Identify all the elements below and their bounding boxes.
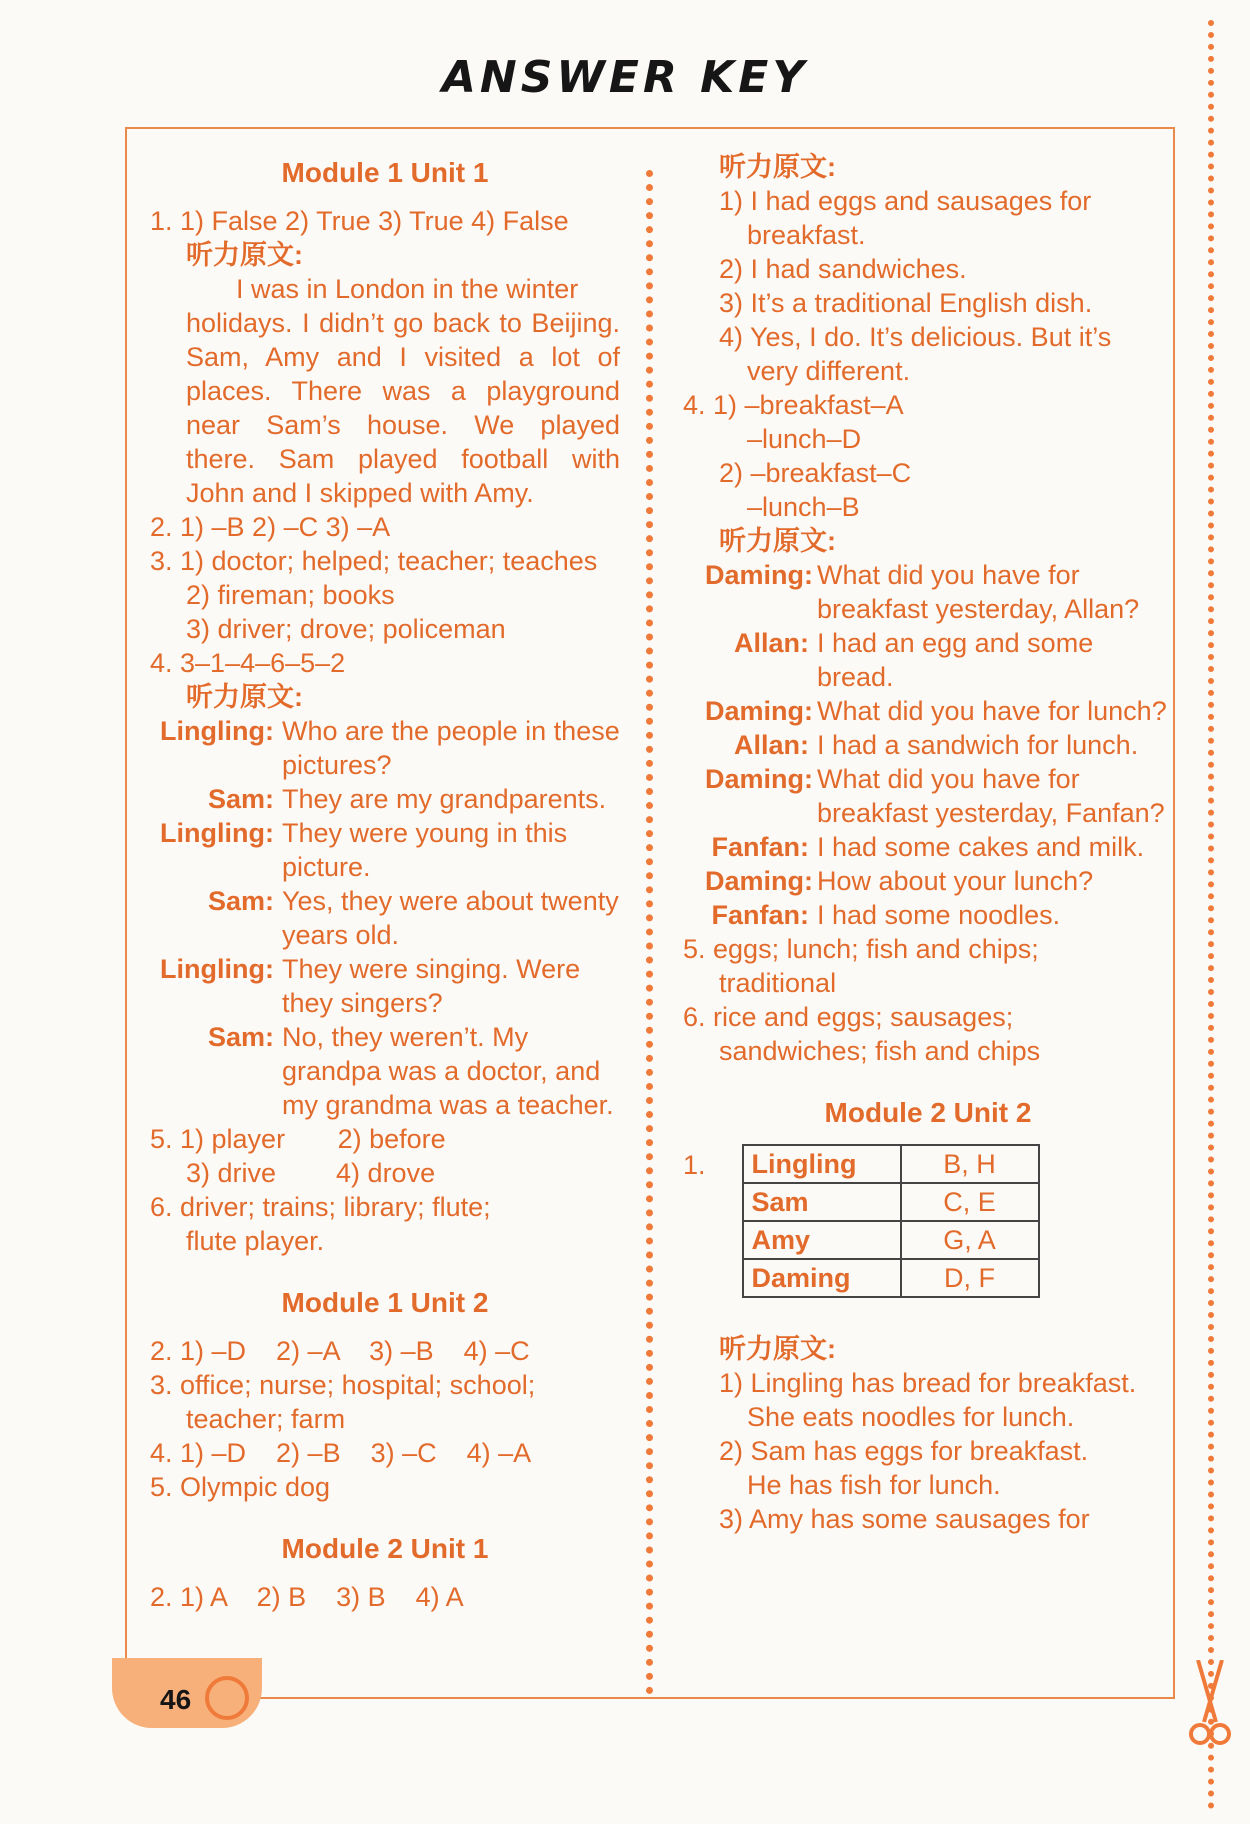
section-title: Module 2 Unit 1: [281, 1533, 489, 1564]
answer-line: 4. 1) –D 2) –B 3) –C 4) –A: [150, 1438, 532, 1468]
answer-line: 4. 3–1–4–6–5–2: [150, 648, 346, 678]
dialog-line: [705, 694, 1173, 728]
speaker: Lingling:: [160, 954, 274, 984]
answer-line: 2) –breakfast–C: [719, 458, 912, 488]
answer-line: teacher; farm: [186, 1404, 346, 1434]
speaker: Sam:: [207, 1022, 274, 1052]
speech: They were young in this picture.: [282, 818, 568, 882]
listening-label: 听力原文:: [186, 682, 303, 712]
speaker: Lingling:: [160, 818, 274, 848]
scissors-icon: [1188, 1660, 1232, 1750]
dialog-line: [156, 782, 620, 816]
passage-body: holidays. I didn’t go back to Beijing. Sam, Amy and I visited a lot of places. There was a playground near Sam’s house. We played there. Sam played football with John and I skipped with Amy.: [186, 308, 620, 508]
answer-line: 5. Olympic dog: [150, 1472, 331, 1502]
table-cell-value: B, H: [901, 1145, 1039, 1183]
speaker: Sam:: [207, 784, 274, 814]
answer-line: flute player.: [186, 1226, 325, 1256]
speaker: Allan:: [733, 628, 809, 658]
speaker: Daming:: [705, 560, 813, 590]
dialog-line: [705, 864, 1173, 898]
speaker: Daming:: [705, 764, 813, 794]
dialog: [150, 714, 620, 1122]
listening-label: 听力原文:: [186, 240, 303, 270]
table-row: [743, 1221, 1039, 1259]
speech: How about your lunch?: [817, 866, 1094, 896]
answer-line: He has fish for lunch.: [747, 1470, 1001, 1500]
answer-line: 2. 1) –B 2) –C 3) –A: [150, 512, 391, 542]
answer-line: 5. eggs; lunch; fish and chips;: [683, 934, 1039, 964]
answer-line: 3) driver; drove; policeman: [186, 614, 506, 644]
dialog-line: [705, 762, 1173, 830]
dialog-line: [156, 884, 620, 952]
speech: I had some cakes and milk.: [817, 832, 1145, 862]
table-cell-name: Daming: [743, 1259, 901, 1297]
answer-line: 4. 1) –breakfast–A: [683, 390, 904, 420]
answer-line: breakfast.: [747, 220, 866, 250]
answer-line: very different.: [747, 356, 911, 386]
speech: What did you have for breakfast yesterday, Allan?: [817, 560, 1140, 624]
cut-line: [1208, 20, 1214, 1810]
dialog: [683, 558, 1173, 932]
listening-label: 听力原文:: [719, 526, 836, 556]
dialog-line: [156, 952, 620, 1020]
answer-line: She eats noodles for lunch.: [747, 1402, 1075, 1432]
page-title: ANSWER KEY: [441, 52, 809, 103]
answer-line: 1. 1) False 2) True 3) True 4) False: [150, 206, 569, 236]
table-cell-value: C, E: [901, 1183, 1039, 1221]
answer-line: –lunch–B: [747, 492, 860, 522]
answer-line: 2. 1) –D 2) –A 3) –B 4) –C: [150, 1336, 530, 1366]
speech: Yes, they were about twenty years old.: [282, 886, 619, 950]
speech: I had an egg and some bread.: [817, 628, 1094, 692]
question-number: 1.: [683, 1150, 706, 1180]
dialog-line: [705, 626, 1173, 694]
dialog-line: [705, 830, 1173, 864]
speech: They are my grandparents.: [282, 784, 607, 814]
speaker: Daming:: [705, 696, 813, 726]
speaker: Fanfan:: [711, 832, 809, 862]
speech: I had a sandwich for lunch.: [817, 730, 1139, 760]
listening-passage: [150, 272, 620, 510]
dialog-line: [156, 714, 620, 782]
speech: Who are the people in these pictures?: [282, 716, 620, 780]
dialog-line: [705, 728, 1173, 762]
table-row: [743, 1183, 1039, 1221]
table-cell-name: Amy: [743, 1221, 901, 1259]
table-cell-name: Lingling: [743, 1145, 901, 1183]
left-column: [150, 150, 620, 1614]
right-column: [683, 150, 1173, 1536]
answer-line: 5. 1) player 2) before: [150, 1124, 446, 1154]
answer-line: 2. 1) A 2) B 3) B 4) A: [150, 1582, 464, 1612]
speaker: Sam:: [207, 886, 274, 916]
section-title: Module 1 Unit 1: [281, 157, 489, 188]
answer-line: 6. driver; trains; library; flute;: [150, 1192, 491, 1222]
dialog-line: [156, 816, 620, 884]
speech: What did you have for lunch?: [817, 696, 1167, 726]
page-number: 46: [160, 1684, 192, 1715]
section-title: Module 1 Unit 2: [281, 1287, 489, 1318]
answer-line: 6. rice and eggs; sausages;: [683, 1002, 1014, 1032]
answer-line: 2) Sam has eggs for breakfast.: [719, 1436, 1089, 1466]
table-cell-value: G, A: [901, 1221, 1039, 1259]
answer-line: 3) Amy has some sausages for: [719, 1504, 1090, 1534]
speech: I had some noodles.: [817, 900, 1061, 930]
answer-line: –lunch–D: [747, 424, 862, 454]
speech: No, they weren’t. My grandpa was a doctor, and my grandma was a teacher.: [282, 1022, 614, 1120]
speaker: Lingling:: [160, 716, 274, 746]
answer-line: 3. office; nurse; hospital; school;: [150, 1370, 536, 1400]
table-row: [743, 1145, 1039, 1183]
listening-label: 听力原文:: [719, 1334, 836, 1364]
speaker: Daming:: [705, 866, 813, 896]
answer-table-row: [683, 1144, 1173, 1298]
answer-line: 3. 1) doctor; helped; teacher; teaches: [150, 546, 598, 576]
dialog-line: [156, 1020, 620, 1122]
swirl-icon: [205, 1676, 249, 1720]
speech: What did you have for breakfast yesterday, Fanfan?: [817, 764, 1165, 828]
dialog-line: [705, 558, 1173, 626]
speaker: Fanfan:: [711, 900, 809, 930]
listening-label: 听力原文:: [719, 152, 836, 182]
passage-first-line: I was in London in the winter: [236, 274, 579, 304]
answer-line: traditional: [719, 968, 837, 998]
dialog-line: [705, 898, 1173, 932]
speech: They were singing. Were they singers?: [282, 954, 581, 1018]
table-cell-name: Sam: [743, 1183, 901, 1221]
answer-line: 1) I had eggs and sausages for: [719, 186, 1092, 216]
answer-line: 3) It’s a traditional English dish.: [719, 288, 1093, 318]
answer-line: 2) fireman; books: [186, 580, 395, 610]
answer-table: [742, 1144, 1040, 1298]
answer-line: 4) Yes, I do. It’s delicious. But it’s: [719, 322, 1112, 352]
answer-line: 2) I had sandwiches.: [719, 254, 967, 284]
speaker: Allan:: [733, 730, 809, 760]
answer-line: 3) drive 4) drove: [186, 1158, 436, 1188]
table-cell-value: D, F: [901, 1259, 1039, 1297]
column-divider: [646, 170, 653, 1695]
answer-line: 1) Lingling has bread for breakfast.: [719, 1368, 1137, 1398]
answer-line: sandwiches; fish and chips: [719, 1036, 1041, 1066]
section-title: Module 2 Unit 2: [824, 1097, 1032, 1128]
table-row: [743, 1259, 1039, 1297]
